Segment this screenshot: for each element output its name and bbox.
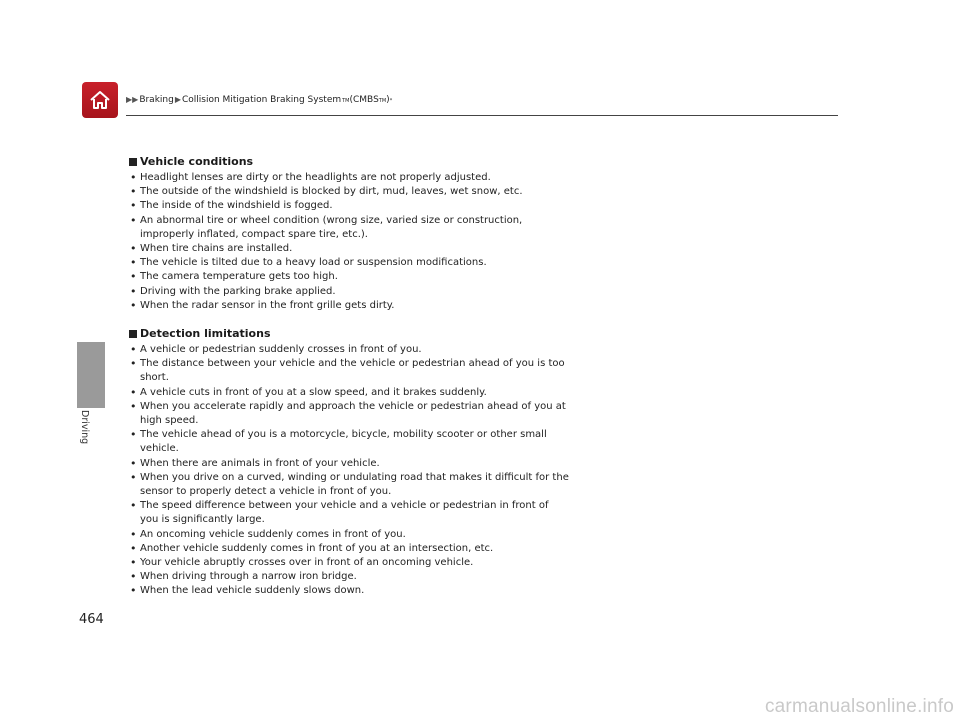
chevron-right-icon: ▶▶ <box>126 95 139 104</box>
side-section-label: Driving <box>79 410 90 445</box>
list-item: • An oncoming vehicle suddenly comes in front of you. <box>129 528 569 542</box>
breadcrumb-cmbs[interactable]: Collision Mitigation Braking System <box>182 95 342 105</box>
trademark-mark: TM <box>342 98 350 104</box>
page-number: 464 <box>79 612 104 627</box>
breadcrumb <box>126 95 392 105</box>
list-item: • A vehicle cuts in front of you at a slow speed, and it brakes suddenly. <box>129 386 569 400</box>
list-item: • A vehicle or pedestrian suddenly crosses in front of you. <box>129 343 569 357</box>
list-item: • Driving with the parking brake applied. <box>129 285 569 299</box>
list-item: • The outside of the windshield is blocked by dirt, mud, leaves, wet snow, etc. <box>129 185 569 199</box>
breadcrumb-braking[interactable]: Braking <box>139 95 174 105</box>
list-item: • When tire chains are installed. <box>129 242 569 256</box>
list-item: • The vehicle is tilted due to a heavy load or suspension modifications. <box>129 256 569 270</box>
list-item: • The vehicle ahead of you is a motorcycle, bicycle, mobility scooter or other small vehicle. <box>129 428 569 456</box>
section-heading <box>129 327 569 340</box>
list-item: • An abnormal tire or wheel condition (wrong size, varied size or construction, improperly inflated, compact spare tire, etc.). <box>129 214 569 242</box>
list-item: • The inside of the windshield is fogged. <box>129 199 569 213</box>
home-button[interactable] <box>82 82 118 118</box>
asterisk-mark: * <box>389 98 393 104</box>
home-icon <box>88 88 112 112</box>
section-tab[interactable] <box>77 342 105 408</box>
list-item: • The speed difference between your vehicle and a vehicle or pedestrian in front of you is significantly large. <box>129 499 569 527</box>
detection-limitations-section <box>129 327 569 599</box>
list-item: • When the radar sensor in the front grille gets dirty. <box>129 299 569 313</box>
list-item: • When driving through a narrow iron bridge. <box>129 570 569 584</box>
list-item: • When the lead vehicle suddenly slows down. <box>129 584 569 598</box>
main-content <box>129 155 569 599</box>
limitations-list <box>129 343 569 599</box>
heading-text: Vehicle conditions <box>140 155 254 168</box>
list-item: • When you accelerate rapidly and approach the vehicle or pedestrian ahead of you at high speed. <box>129 400 569 428</box>
list-item: • The distance between your vehicle and the vehicle or pedestrian ahead of you is too short. <box>129 357 569 385</box>
watermark: carmanualsonline.info <box>764 696 954 717</box>
list-item: • When you drive on a curved, winding or undulating road that makes it difficult for the sensor to properly detect a vehicle in front of you. <box>129 471 569 499</box>
square-bullet-icon <box>129 158 137 166</box>
list-item: • Headlight lenses are dirty or the headlights are not properly adjusted. <box>129 171 569 185</box>
square-bullet-icon <box>129 330 137 338</box>
trademark-mark: TM <box>378 98 387 104</box>
list-item: • The camera temperature gets too high. <box>129 270 569 284</box>
heading-text: Detection limitations <box>140 327 271 341</box>
vehicle-conditions-section <box>129 155 569 313</box>
header-divider <box>126 115 838 116</box>
conditions-list <box>129 171 569 313</box>
list-item: • Another vehicle suddenly comes in front of you at an intersection, etc. <box>129 542 569 556</box>
list-item: • When there are animals in front of your vehicle. <box>129 457 569 471</box>
breadcrumb-close: ) <box>386 95 390 105</box>
chevron-right-icon: ▶ <box>174 95 181 104</box>
list-item: • Your vehicle abruptly crosses over in front of an oncoming vehicle. <box>129 556 569 570</box>
section-heading <box>129 155 569 168</box>
breadcrumb-abbrev: (CMBS <box>349 95 379 105</box>
